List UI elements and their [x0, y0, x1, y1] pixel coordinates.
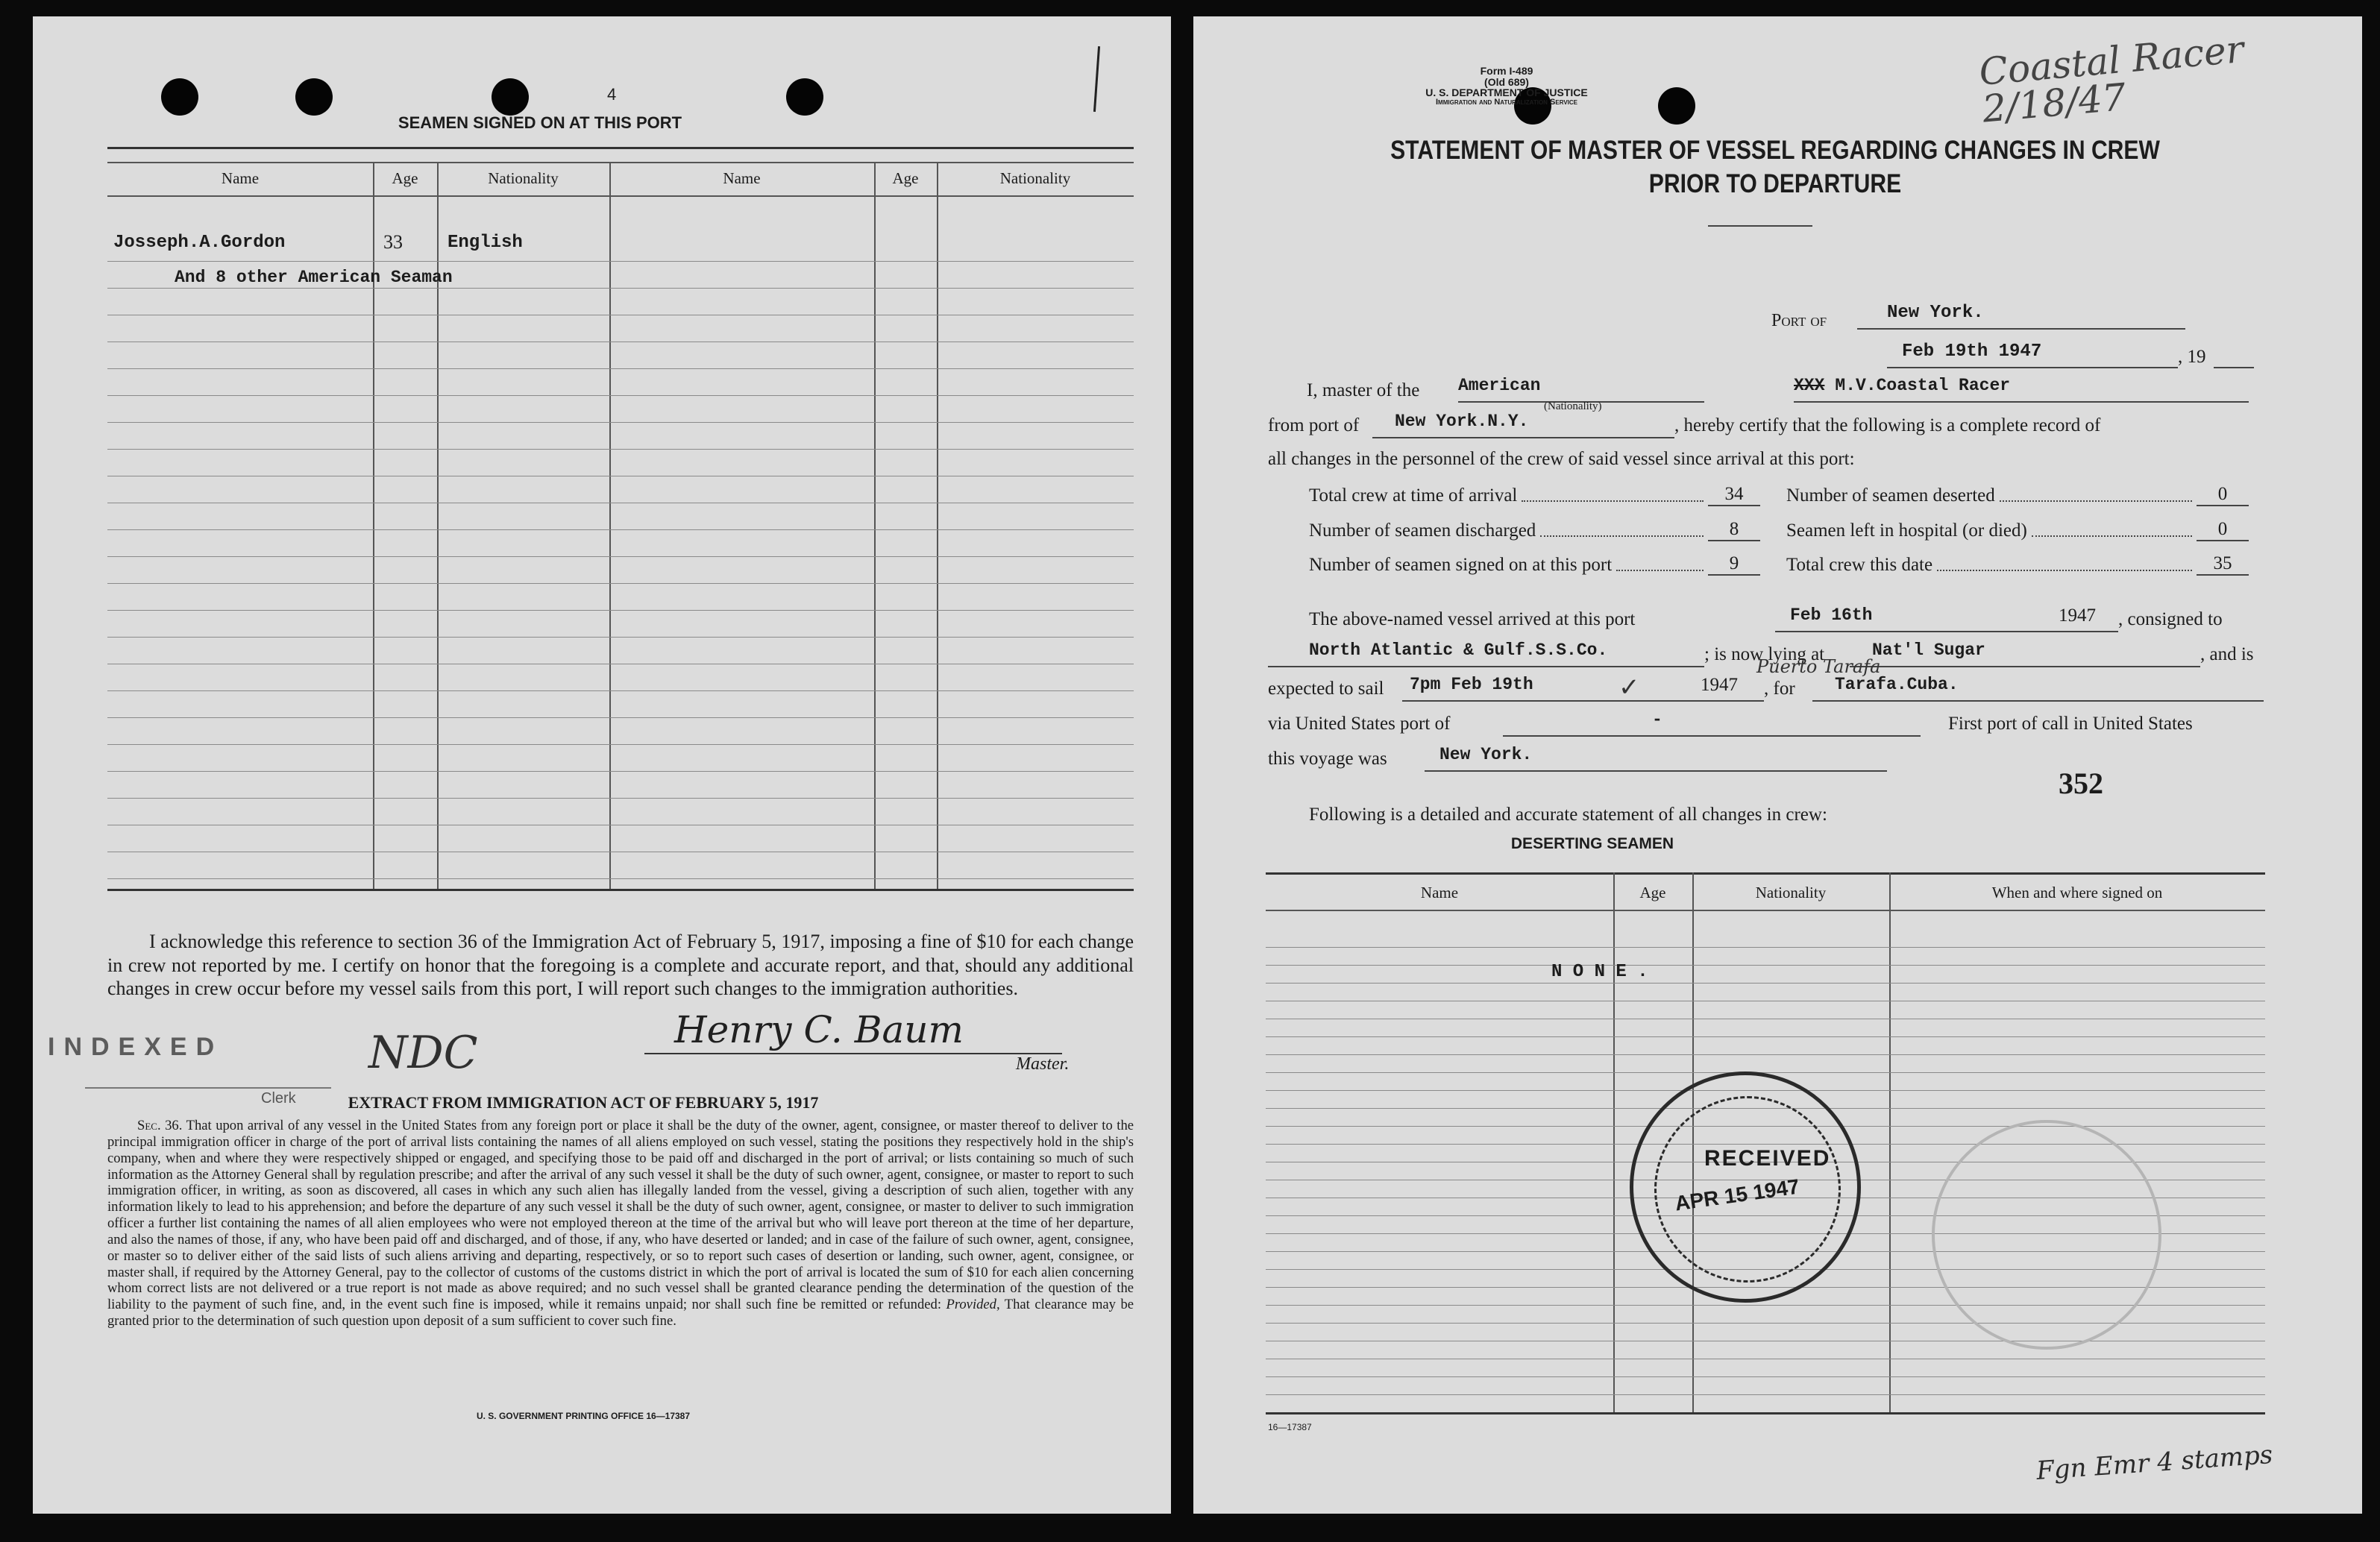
vessel-type-struck: XXX	[1794, 376, 1825, 395]
certify-text-2: all changes in the personnel of the crew of said vessel since arrival at this port:	[1268, 449, 1855, 469]
ruled-line	[107, 288, 1134, 289]
stat-value: 9	[1708, 553, 1760, 576]
stat-value: 0	[2197, 519, 2249, 541]
punch-hole	[786, 78, 823, 116]
for-handwritten: Puerto Tarafa	[1756, 656, 1881, 677]
col-header-name: Name	[221, 169, 260, 187]
ruled-line	[107, 583, 1134, 584]
faint-stamp	[1932, 1120, 2161, 1350]
column-divider	[1613, 872, 1615, 1412]
and-is: , and is	[2200, 644, 2254, 664]
column-divider	[937, 162, 938, 889]
ruled-line	[107, 261, 1134, 262]
ruled-line	[107, 422, 1134, 423]
port-value: New York.	[1887, 303, 1984, 323]
date-value: Feb 19th 1947	[1902, 342, 2042, 362]
master-signature: Henry C. Baum	[674, 1008, 964, 1051]
ruled-line	[1266, 1054, 2265, 1055]
ruled-line	[107, 368, 1134, 369]
leader-dots	[2000, 500, 2192, 502]
voyage-line	[1425, 745, 1887, 772]
col-header-name-2: Name	[723, 169, 761, 187]
from-port-value: New York.N.Y.	[1395, 412, 1529, 431]
check-mark: ✓	[1618, 674, 1640, 702]
port-line	[1857, 303, 2185, 330]
extract-proviso-word: Provided,	[946, 1297, 1000, 1313]
ruled-line	[1266, 947, 2265, 948]
arrived-year: 1947	[2059, 605, 2096, 626]
arrived-year-line	[2051, 605, 2118, 632]
certify-text: , hereby certify that the following is a complete record of	[1674, 415, 2101, 435]
consignee-value: North Atlantic & Gulf.S.S.Co.	[1309, 641, 1608, 660]
for-line	[1812, 675, 2264, 702]
stat-deserted	[1786, 482, 2249, 506]
ruled-line	[107, 556, 1134, 557]
punch-hole	[1658, 87, 1695, 125]
ruled-line	[107, 610, 1134, 611]
service-name: Immigration and Naturalization Service	[1435, 98, 1577, 107]
extract-title: EXTRACT FROM IMMIGRATION ACT OF FEBRUARY 5, 1917	[348, 1093, 819, 1112]
table-row-age: 33	[383, 231, 403, 253]
sail-label: expected to sail	[1268, 679, 1384, 699]
deserting-col-name: Name	[1420, 884, 1459, 901]
deserting-none: N O N E .	[1551, 962, 1648, 982]
clerk-label: Clerk	[261, 1090, 296, 1107]
arrived-label: The above-named vessel arrived at this port	[1309, 609, 1636, 629]
extract-body: That upon arrival of any vessel in the United States from any foreign port or place it shall be the duty of the owner, agent, consignee, or master thereof to deliver to the principal immigration officer in charge of the port of arrival lists containing the names of all aliens employed on such vessel, stating the positions they respectively hold in the ship's company, when and where they were respectively shipped or engaged, and specifying those to be paid off and discharged in the port of arrival; or lists containing so much of such information as the Attorney General shall by regulation prescribe; and after the arrival of any such vessel it shall be the duty of such owner, agent, consignee, or master to report to such immigration officer, in writing, as soon as discovered, all cases in which any such alien has illegally landed from the vessel, giving a description of such alien, together with any information likely to lead to his apprehension; and before the departure of any such vessel it shall be the duty of such owner, agent, consignee, or master to deliver to such immigration officer a further list containing the names of all alien employees who were not employed thereon at the time of the arrival but who will leave port thereon at the time of her departure, and also the names of those, if any, who have been paid off and discharged, and of those, if any, who have deserted or landed; and in case of the failure of such owner, agent, consignee, or master so to deliver either of the said lists of such aliens arriving and departing, respectively, or so to report such cases of desertion or landing, such owner, agent, consignee, or master shall, if required by the Attorney General, pay to the collector of customs of the customs district in which the port of arrival is located the sum of $10 for each alien concerning whom correct lists are not delivered or a true report is not made as above required; and no such vessel shall be granted clearance pending the determination of the question of the liability to the payment of such fine, and, in the event such fine is imposed, while it remains unpaid; nor shall such fine be remitted or refunded:	[107, 1118, 1134, 1313]
table-row-note: And 8 other American Seaman	[175, 268, 453, 287]
stat-discharged	[1309, 517, 1760, 541]
ruled-line	[1266, 1394, 2265, 1395]
year-blank	[2214, 344, 2254, 368]
consignee-line	[1268, 641, 1704, 667]
column-divider	[609, 162, 611, 889]
lying-line	[1850, 641, 2200, 667]
ruled-line	[107, 878, 1134, 879]
lying-value: Nat'l Sugar	[1872, 641, 1985, 660]
port-label: Port of	[1771, 311, 1827, 330]
leader-dots	[1540, 535, 1704, 537]
following-text: Following is a detailed and accurate statement of all changes in crew:	[1309, 805, 1827, 825]
table-row-name: Josseph.A.Gordon	[113, 233, 286, 253]
handwritten-stamp-note: Fgn Emr 4 stamps	[2035, 1439, 2274, 1487]
col-header-age-2: Age	[892, 169, 919, 187]
arrived-value: Feb 16th	[1790, 605, 1873, 625]
col-header-nationality-2: Nationality	[999, 169, 1071, 187]
ruled-line	[1266, 1036, 2265, 1037]
printer-line: U. S. GOVERNMENT PRINTING OFFICE 16—17387	[476, 1411, 691, 1421]
form-header	[1372, 66, 1641, 107]
pen-mark	[1093, 46, 1100, 112]
handwritten-vessel-note: Coastal Racer 2/18/47	[1977, 27, 2246, 131]
nationality-line	[1458, 376, 1704, 403]
vessel-name: M.V.Coastal Racer	[1835, 376, 2011, 395]
ruled-line	[107, 395, 1134, 396]
page-number-352: 352	[2059, 767, 2103, 800]
table-top-rule	[107, 147, 1134, 149]
stat-value: 34	[1708, 484, 1760, 506]
punch-hole	[492, 78, 529, 116]
ruled-line	[107, 529, 1134, 530]
ruled-line	[107, 771, 1134, 772]
received-stamp	[1630, 1071, 1861, 1303]
form-number: Form I-489	[1480, 65, 1533, 77]
punch-hole	[161, 78, 198, 116]
extract-section: Sec. 36.	[137, 1118, 183, 1133]
master-label: Master.	[1016, 1054, 1070, 1074]
from-port-label: from port of	[1268, 415, 1360, 435]
lying-label: ; is now lying at	[1704, 644, 1825, 664]
date-suffix: , 19	[2178, 347, 2206, 367]
stat-hospital	[1786, 517, 2249, 541]
page-number: 4	[607, 85, 617, 104]
ruled-line	[1266, 983, 2265, 984]
deserting-col-signed-on: When and where signed on	[1991, 884, 2163, 901]
punch-hole	[295, 78, 333, 116]
stat-label: Total crew at time of arrival	[1309, 485, 1518, 506]
sail-line	[1402, 675, 1693, 702]
column-divider	[874, 162, 876, 889]
ruled-line	[1266, 1376, 2265, 1377]
first-port-label: First port of call in United States	[1948, 714, 2193, 734]
from-port-line	[1372, 412, 1674, 438]
leader-dots	[1937, 570, 2192, 571]
clerk-line	[85, 1087, 331, 1089]
ruled-line	[107, 449, 1134, 450]
stat-label: Seamen left in hospital (or died)	[1786, 520, 2027, 541]
ruled-line	[1266, 965, 2265, 966]
deserting-col-nationality: Nationality	[1755, 884, 1827, 901]
table-header-rule	[107, 162, 1134, 163]
form-title	[1390, 134, 2160, 201]
stat-label: Total crew this date	[1786, 555, 1933, 575]
master-prefix: I, master of the	[1307, 380, 1420, 400]
right-page	[1193, 16, 2362, 1514]
arrived-line	[1775, 605, 2051, 632]
extract-text	[107, 1118, 1134, 1329]
for-label: , for	[1764, 679, 1795, 699]
deserting-bottom-rule	[1266, 1412, 2265, 1414]
form-title-line-1: STATEMENT OF MASTER OF VESSEL REGARDING CHANGES IN CREW	[1390, 136, 2160, 165]
ruled-line	[107, 798, 1134, 799]
department: U. S. DEPARTMENT OF JUSTICE	[1425, 86, 1588, 99]
sail-year: 1947	[1701, 675, 1738, 695]
left-page-title: SEAMEN SIGNED ON AT THIS PORT	[398, 113, 682, 132]
stat-label: Number of seamen signed on at this port	[1309, 555, 1613, 575]
via-label: via United States port of	[1268, 714, 1451, 734]
stat-label: Number of seamen deserted	[1786, 485, 1995, 506]
for-value: Tarafa.Cuba.	[1835, 675, 1959, 694]
sail-year-line	[1693, 675, 1764, 702]
leader-dots	[1522, 500, 1704, 502]
handwritten-initials: NDC	[368, 1027, 478, 1079]
col-header-nationality: Nationality	[488, 169, 559, 187]
voyage-value: New York.	[1439, 745, 1533, 764]
nationality-value: American	[1458, 376, 1541, 395]
stat-value: 0	[2197, 484, 2249, 506]
stat-value: 35	[2197, 553, 2249, 576]
column-divider	[1889, 872, 1891, 1412]
deserting-top-rule	[1266, 872, 2265, 875]
stat-total-arrival	[1309, 482, 1760, 506]
stat-value: 8	[1708, 519, 1760, 541]
leader-dots	[1616, 570, 1704, 571]
via-line	[1503, 710, 1921, 737]
ruled-line	[107, 744, 1134, 745]
nationality-caption: (Nationality)	[1544, 400, 1602, 412]
stat-signed-on	[1309, 552, 1760, 576]
stat-total-date	[1786, 552, 2249, 576]
deserting-title: DESERTING SEAMEN	[1510, 835, 1674, 852]
form-title-line-2: PRIOR TO DEPARTURE	[1648, 169, 1902, 198]
extract-proviso: That clearance may be granted prior to the determination of such question upon deposit of a sum sufficient to cover such fine.	[107, 1297, 1134, 1329]
table-header-bottom-rule	[107, 195, 1134, 197]
consigned-label: , consigned to	[2118, 609, 2223, 629]
form-old: (Old 689)	[1484, 75, 1529, 88]
stamp-date: APR 15 1947	[1673, 1174, 1801, 1215]
indexed-stamp: INDEXED	[48, 1033, 224, 1061]
stamp-received: RECEIVED	[1704, 1146, 1831, 1171]
acknowledgment-text: I acknowledge this reference to section 36 of the Immigration Act of February 5, 1917, imposing a fine of $10 for each change in crew not reported by me. I certify on honor that the foregoing is a complete and accurate report, and that, should any additional changes in crew occur before my vessel sails from this port, I will report such changes to the immigration authorities.	[107, 931, 1134, 1000]
table-bottom-rule	[107, 889, 1134, 891]
ruled-line	[107, 690, 1134, 691]
deserting-header-rule	[1266, 910, 2265, 911]
col-header-age: Age	[392, 169, 418, 187]
stat-label: Number of seamen discharged	[1309, 520, 1536, 541]
form-footer: 16—17387	[1268, 1422, 1312, 1432]
via-value: -	[1652, 710, 1662, 729]
voyage-label: this voyage was	[1268, 749, 1387, 769]
table-row-nationality: English	[448, 233, 523, 253]
leader-dots	[2032, 535, 2192, 537]
title-rule	[1708, 225, 1812, 227]
date-line	[1887, 342, 2178, 368]
deserting-col-age: Age	[1639, 884, 1666, 901]
vessel-line	[1794, 376, 2249, 403]
ruled-line	[107, 717, 1134, 718]
signature-line	[644, 1053, 1062, 1054]
left-page	[33, 16, 1171, 1514]
ruled-line	[107, 637, 1134, 638]
sail-value: 7pm Feb 19th	[1410, 675, 1533, 694]
